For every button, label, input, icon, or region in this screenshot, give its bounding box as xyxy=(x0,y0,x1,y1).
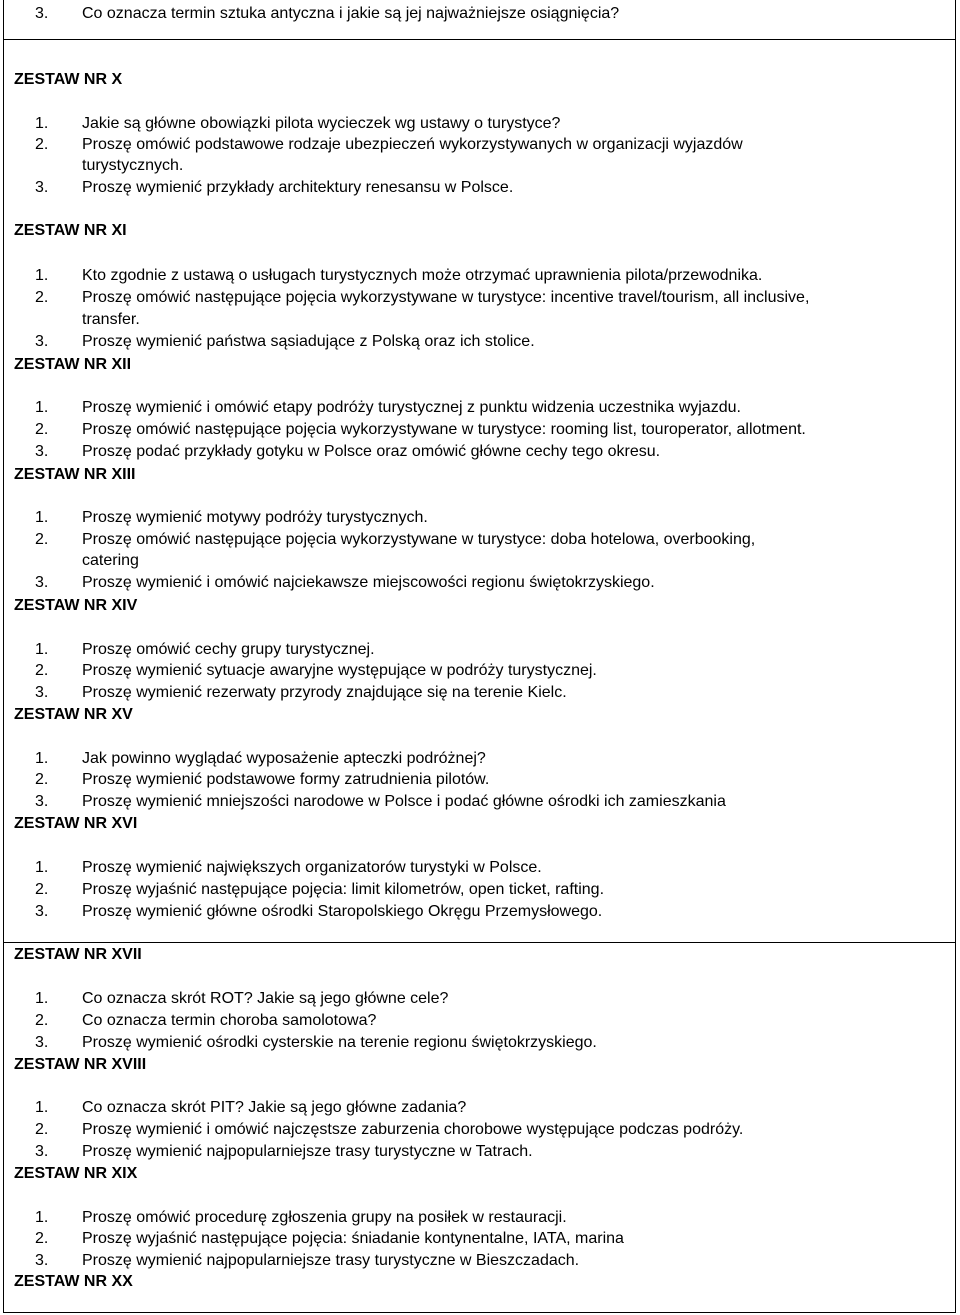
item-number: 1. xyxy=(35,267,49,284)
item-text: Proszę wymienić najpopularniejsze trasy turystyczne w Bieszczadach. xyxy=(82,1252,580,1269)
item-number: 3. xyxy=(35,179,49,196)
item-text: Proszę wymienić główne ośrodki Staropolskiego Okręgu Przemysłowego. xyxy=(82,903,603,920)
item-text: Proszę wymienić największych organizatorów turystyki w Polsce. xyxy=(82,859,542,876)
item-text: Proszę omówić następujące pojęcia wykorzystywane w turystyce: rooming list, touroperator, allotment. xyxy=(82,421,806,438)
item-number: 2. xyxy=(35,1121,49,1138)
item-number: 3. xyxy=(35,5,49,22)
set-heading: ZESTAW NR XIII xyxy=(14,466,136,483)
set-heading: ZESTAW NR X xyxy=(14,71,123,88)
item-number: 3. xyxy=(35,793,49,810)
item-number: 2. xyxy=(35,136,49,153)
item-text: Proszę omówić cechy grupy turystycznej. xyxy=(82,641,375,658)
item-number: 2. xyxy=(35,421,49,438)
item-text: Kto zgodnie z ustawą o usługach turystycznych może otrzymać uprawnienia pilota/przewodnika. xyxy=(82,267,763,284)
item-number: 3. xyxy=(35,903,49,920)
item-text: Proszę wymienić i omówić najczęstsze zaburzenia chorobowe występujące podczas podróży. xyxy=(82,1121,744,1138)
item-text: Proszę wymienić i omówić etapy podróży turystycznej z punktu widzenia uczestnika wyjazdu. xyxy=(82,399,741,416)
item-number: 1. xyxy=(35,641,49,658)
item-number: 2. xyxy=(35,662,49,679)
item-number: 3. xyxy=(35,1252,49,1269)
item-text: Proszę wymienić mniejszości narodowe w Polsce i podać główne ośrodki ich zamieszkania xyxy=(82,793,726,810)
item-text: Co oznacza termin choroba samolotowa? xyxy=(82,1012,377,1029)
table-separator xyxy=(3,942,956,943)
item-text: Proszę wymienić przykłady architektury renesansu w Polsce. xyxy=(82,179,514,196)
set-heading: ZESTAW NR XVI xyxy=(14,815,138,832)
item-text: Proszę omówić podstawowe rodzaje ubezpieczeń wykorzystywanych w organizacji wyjazdów xyxy=(82,136,743,153)
item-text: Proszę wymienić sytuacje awaryjne występujące w podróży turystycznej. xyxy=(82,662,597,679)
set-heading: ZESTAW NR XI xyxy=(14,222,127,239)
item-text: Proszę wymienić ośrodki cysterskie na terenie regionu świętokrzyskiego. xyxy=(82,1034,597,1051)
item-number: 3. xyxy=(35,333,49,350)
item-text: Proszę wymienić państwa sąsiadujące z Polską oraz ich stolice. xyxy=(82,333,535,350)
set-heading: ZESTAW NR XVIII xyxy=(14,1056,147,1073)
item-text: Co oznacza skrót PIT? Jakie są jego główne zadania? xyxy=(82,1099,467,1116)
item-number: 3. xyxy=(35,574,49,591)
set-heading: ZESTAW NR XII xyxy=(14,356,132,373)
set-heading: ZESTAW NR XIX xyxy=(14,1165,138,1182)
item-text: Proszę wyjaśnić następujące pojęcia: limit kilometrów, open ticket, rafting. xyxy=(82,881,605,898)
item-text: Proszę wymienić rezerwaty przyrody znajdujące się na terenie Kielc. xyxy=(82,684,567,701)
item-number: 3. xyxy=(35,684,49,701)
item-text: Proszę wymienić podstawowe formy zatrudnienia pilotów. xyxy=(82,771,490,788)
item-number: 2. xyxy=(35,771,49,788)
item-text: Proszę wymienić i omówić najciekawsze miejscowości regionu świętokrzyskiego. xyxy=(82,574,655,591)
item-text: Proszę omówić następujące pojęcia wykorzystywane w turystyce: incentive travel/tourism, all inclusive, xyxy=(82,289,810,306)
set-heading: ZESTAW NR XX xyxy=(14,1273,133,1290)
item-number: 1. xyxy=(35,1099,49,1116)
item-text: Co oznacza termin sztuka antyczna i jakie są jej najważniejsze osiągnięcia? xyxy=(82,5,620,22)
item-number: 3. xyxy=(35,443,49,460)
item-number: 2. xyxy=(35,1230,49,1247)
item-number: 2. xyxy=(35,289,49,306)
set-heading: ZESTAW NR XVII xyxy=(14,946,142,963)
item-text-continuation: transfer. xyxy=(82,311,140,328)
item-text-continuation: turystycznych. xyxy=(82,157,184,174)
item-number: 1. xyxy=(35,509,49,526)
set-heading: ZESTAW NR XIV xyxy=(14,597,138,614)
item-number: 3. xyxy=(35,1034,49,1051)
table-separator xyxy=(3,39,956,40)
item-number: 1. xyxy=(35,990,49,1007)
item-text: Proszę omówić następujące pojęcia wykorzystywane w turystyce: doba hotelowa, overbooking, xyxy=(82,531,756,548)
item-text: Jak powinno wyglądać wyposażenie apteczki podróżnej? xyxy=(82,750,486,767)
item-text: Proszę wyjaśnić następujące pojęcia: śniadanie kontynentalne, IATA, marina xyxy=(82,1230,624,1247)
item-text-continuation: catering xyxy=(82,552,139,569)
item-number: 2. xyxy=(35,1012,49,1029)
item-number: 2. xyxy=(35,531,49,548)
item-text: Co oznacza skrót ROT? Jakie są jego główne cele? xyxy=(82,990,449,1007)
item-number: 3. xyxy=(35,1143,49,1160)
item-text: Proszę omówić procedurę zgłoszenia grupy na posiłek w restauracji. xyxy=(82,1209,567,1226)
item-number: 1. xyxy=(35,750,49,767)
item-number: 1. xyxy=(35,1209,49,1226)
item-number: 1. xyxy=(35,859,49,876)
item-number: 1. xyxy=(35,115,49,132)
item-number: 2. xyxy=(35,881,49,898)
item-text: Proszę wymienić motywy podróży turystycznych. xyxy=(82,509,428,526)
item-text: Proszę podać przykłady gotyku w Polsce oraz omówić główne cechy tego okresu. xyxy=(82,443,661,460)
item-text: Proszę wymienić najpopularniejsze trasy turystyczne w Tatrach. xyxy=(82,1143,533,1160)
item-text: Jakie są główne obowiązki pilota wycieczek wg ustawy o turystyce? xyxy=(82,115,561,132)
set-heading: ZESTAW NR XV xyxy=(14,706,133,723)
item-number: 1. xyxy=(35,399,49,416)
